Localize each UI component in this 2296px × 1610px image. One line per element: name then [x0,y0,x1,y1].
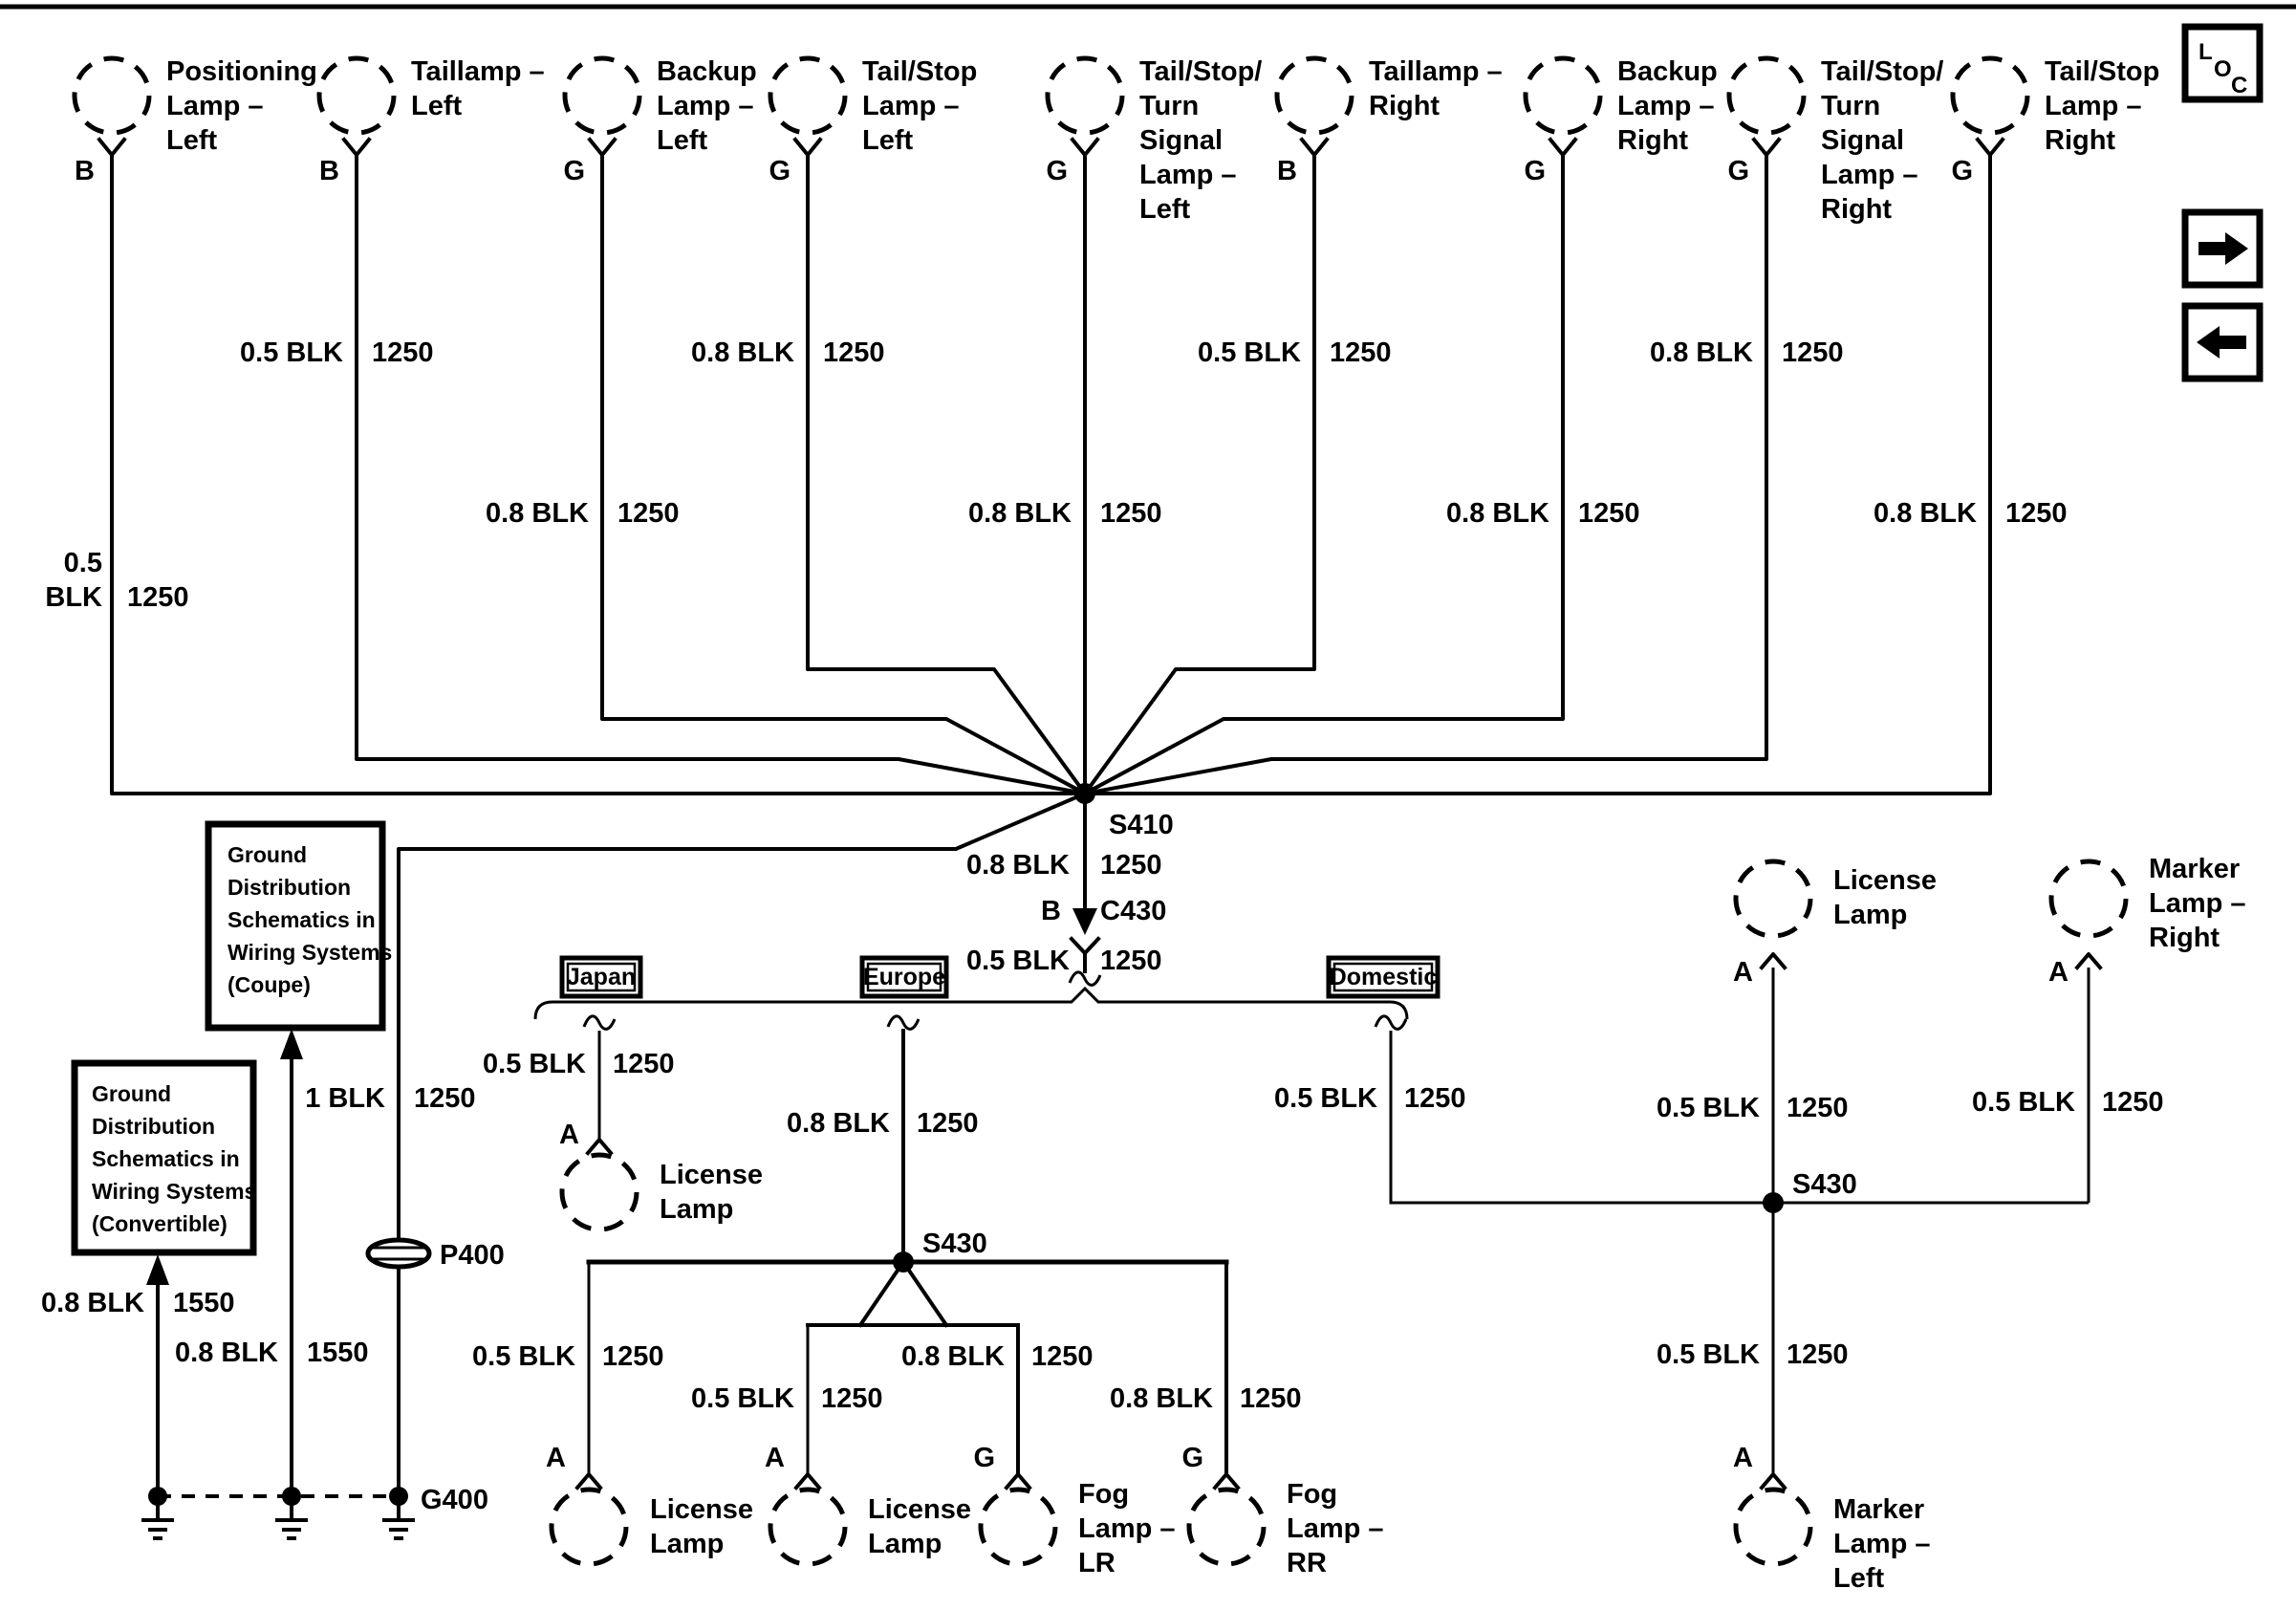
wire-gauge: 0.8 BLK [41,1288,144,1318]
up-arrow-icon [280,1029,303,1059]
wire-circuit: 1250 [602,1341,664,1372]
pin-label: G [1524,156,1546,186]
lamp-arrow-icon [796,1474,819,1488]
marker-lamp-left-icon [1736,1490,1810,1564]
wire-gauge: 0.8 BLK [1446,498,1549,529]
lamp-label: RR [1287,1548,1327,1578]
loc-letter-l: L [2199,39,2213,65]
pin-label: G [1727,156,1749,186]
lamp-arrow-icon [1762,954,1785,968]
wire-gauge: 0.8 BLK [1874,498,1977,529]
pin-label: G [1951,156,1973,186]
marker-lamp-right-icon [2051,861,2126,936]
lamp-arrow-icon [1007,1474,1029,1488]
wire-tail-stop-lamp-left [808,155,1085,794]
splice-label: S430 [922,1229,987,1259]
connector-label: Left [657,125,708,156]
fog-lamp-rr-icon [1189,1490,1264,1564]
wire-gauge: BLK [45,582,102,613]
connector-v-1 [99,140,124,155]
wire-gauge: 0.5 BLK [966,946,1070,976]
lamp-label: License [650,1494,753,1525]
nav-controls [2185,27,2260,379]
wire-gauge: 1 BLK [305,1083,385,1114]
ground-symbol-icon [277,1506,306,1538]
wire-circuit: 1250 [414,1083,476,1114]
wire-gauge: 0.8 BLK [1110,1383,1213,1414]
up-arrow-icon [146,1254,169,1285]
g400-dot [148,1487,167,1506]
license-lamp-1-icon [552,1490,626,1564]
reference-text: Distribution [227,875,352,900]
wire-backup-lamp-left [602,155,1085,794]
connector-label: Right [1369,91,1440,121]
connector-tail-stop-lamp-right-icon [1953,58,2027,133]
license-lamp-right-icon [1736,861,1810,936]
lamp-label: Lamp [660,1194,734,1225]
reference-text: Schematics in [92,1146,240,1171]
splice-label: S410 [1109,810,1174,840]
wire-gauge: 0.8 BLK [175,1338,278,1368]
lamp-label: Right [2149,923,2220,953]
connector-tail-stop-lamp-left-icon [770,58,845,133]
lamp-label: Lamp [868,1529,942,1559]
pin-label: A [2048,957,2069,988]
wire-circuit: 1250 [1330,337,1392,368]
reference-text: Ground [92,1081,172,1106]
pin-label: A [1733,957,1753,988]
connector-label: Lamp – [1139,160,1237,190]
wire-gauge: 0.8 BLK [787,1108,890,1139]
lamp-label: Left [1833,1563,1885,1594]
wire-circuit: 1250 [613,1049,675,1079]
wire-circuit: 1250 [1100,850,1162,881]
reference-text: Schematics in [227,907,376,932]
pin-label: G [1181,1443,1203,1473]
connector-label: Right [1617,125,1689,156]
wire-squiggle [1070,972,1100,986]
wire-tail-stop-lamp-right [1094,155,1990,794]
wire-gauge: 0.8 BLK [1650,337,1753,368]
connector-v-8 [1754,140,1779,155]
connector-label: Left [166,125,218,156]
connector-v-7 [1550,140,1575,155]
pin-label: A [1733,1443,1753,1473]
connector-label: Taillamp – [1369,56,1503,87]
p400-grommet-icon [368,1240,429,1267]
connector-label: Backup [1617,56,1718,87]
g400-dot [282,1487,301,1506]
wire-gauge: 0.5 BLK [1657,1339,1760,1370]
connector-label: Lamp – [657,91,754,121]
wire-circuit: 1550 [173,1288,235,1318]
wire-gauge: 0.8 BLK [901,1341,1005,1372]
loc-letter-c: C [2231,73,2248,98]
wire-circuit: 1250 [372,337,434,368]
wire-gauge: 0.5 BLK [1198,337,1301,368]
wire-gauge: 0.8 BLK [966,850,1070,881]
wire-gauge: 0.8 BLK [486,498,589,529]
connector-label: Left [862,125,914,156]
connector-label: Left [411,91,463,121]
connector-label: Left [1139,194,1191,225]
top-wire-labels [45,337,2067,613]
wire-tail-stop-turn-right [1085,155,1766,794]
wires-to-s410 [112,155,1990,794]
wire-circuit: 1250 [1404,1083,1466,1114]
connector-taillamp-left-icon [319,58,394,133]
pin-label: A [559,1120,579,1150]
connector-label: Right [2045,125,2116,156]
connector-label: Signal [1139,125,1224,156]
connector-tail-stop-turn-left-icon [1048,58,1122,133]
lamp-label: Marker [2149,854,2241,884]
connector-label: Taillamp – [411,56,545,87]
japan-branch [483,1031,763,1229]
pin-label: G [563,156,585,186]
option-label: Europe [862,964,946,990]
connector-label: Turn [1139,91,1200,121]
connector-label: Right [1821,194,1893,225]
lamp-arrow-icon [588,1140,611,1153]
lamp-label: Fog [1287,1479,1338,1510]
connector-label: Tail/Stop [2045,56,2160,87]
c430-arrow-icon [1072,908,1097,935]
wire-circuit: 1250 [1787,1339,1849,1370]
lamp-label: LR [1078,1548,1116,1578]
wire-positioning-lamp-left [112,155,1075,794]
lamp-arrow-icon [2077,954,2100,968]
connector-taillamp-right-icon [1277,58,1352,133]
wire-gauge: 0.5 BLK [483,1049,586,1079]
wire-circuit: 1250 [1578,498,1640,529]
wire-gauge: 0.5 BLK [1972,1087,2075,1118]
grommet-label: P400 [440,1240,505,1271]
wire-circuit: 1250 [617,498,680,529]
loc-letter-o: O [2214,56,2232,82]
connector-v-4 [795,140,820,155]
pin-label: B [1277,156,1297,186]
connector-label: Backup [657,56,757,87]
left-ground-section [41,794,1085,1538]
connector-label: Lamp – [1617,91,1715,121]
wire-circuit: 1550 [307,1338,369,1368]
reference-text: Wiring Systems [92,1179,257,1204]
pin-label: G [973,1443,995,1473]
connector-label: Signal [1821,125,1905,156]
fog-lamp-lr-icon [981,1490,1055,1564]
top-connectors [75,56,2159,225]
option-bracket [535,989,1407,1019]
reference-text: Ground [227,842,308,867]
pin-label: G [1046,156,1068,186]
reference-text: Wiring Systems [227,940,393,965]
lamp-label: License [660,1160,763,1190]
wire-taillamp-right [1085,155,1314,794]
lamp-label: Lamp – [1833,1529,1931,1559]
connector-label: Positioning [166,56,317,87]
connector-backup-lamp-left-icon [565,58,639,133]
connector-v-5 [1072,140,1097,155]
wire-circuit: 1250 [821,1383,883,1414]
pin-label: G [769,156,791,186]
option-label: Domestic [1329,964,1438,990]
wire-gauge: 0.8 BLK [968,498,1072,529]
lamp-label: Marker [1833,1494,1925,1525]
wire-gauge: 0.5 BLK [240,337,343,368]
pin-label: B [319,156,339,186]
connector-v-9 [1978,140,2003,155]
option-label: Japan [566,964,637,990]
lamp-label: Lamp [650,1529,725,1559]
wire-circuit: 1250 [1100,946,1162,976]
wire-circuit: 1250 [917,1108,979,1139]
connector-label: Tail/Stop/ [1139,56,1263,87]
wire-gauge: 0.5 BLK [472,1341,575,1372]
connector-label: Tail/Stop/ [1821,56,1944,87]
lamp-label: Fog [1078,1479,1130,1510]
splice-label: S430 [1792,1169,1857,1200]
lamp-label: Lamp – [1078,1513,1176,1544]
license-lamp-2-icon [770,1490,845,1564]
lamp-label: Lamp – [2149,888,2246,919]
pin-label: A [546,1443,566,1473]
connector-v-2 [344,140,369,155]
wire-taillamp-left [357,155,1085,794]
wire-gauge: 0.5 [63,548,102,578]
wire-gauge: 0.5 BLK [691,1383,794,1414]
s410-section [966,783,1174,985]
lamp-arrow-icon [1762,1474,1785,1488]
s430-trapezoid [808,1262,1018,1325]
lamp-label: Lamp – [1287,1513,1384,1544]
wire-gauge: 0.5 BLK [1657,1093,1760,1123]
wire-circuit: 1250 [1782,337,1844,368]
connector-label: C430 [1100,896,1167,926]
g400-dot [389,1487,408,1506]
license-lamp-japan-icon [562,1155,637,1229]
reference-text: Distribution [92,1114,216,1139]
lamp-arrow-icon [577,1474,600,1488]
pin-label: A [765,1443,785,1473]
connector-positioning-lamp-left-icon [75,58,149,133]
connector-label: Lamp – [166,91,264,121]
connector-label: Turn [1821,91,1881,121]
ground-label: G400 [421,1485,488,1515]
connector-tail-stop-turn-right-icon [1729,58,1804,133]
reference-text: (Coupe) [227,972,311,997]
europe-branch [472,1031,1384,1578]
connector-label: Lamp – [2045,91,2142,121]
wire-squiggle [1375,1016,1406,1030]
wire-circuit: 1250 [1100,498,1162,529]
wire-squiggle [584,1016,615,1030]
lamp-label: License [1833,865,1937,896]
wire-gauge: 0.8 BLK [691,337,794,368]
c430-socket-icon [1072,939,1098,953]
ground-symbol-icon [384,1506,413,1538]
pin-label: B [75,156,95,186]
wire-squiggle [888,1016,919,1030]
lamp-label: Lamp [1833,900,1908,930]
wire-circuit: 1250 [823,337,885,368]
connector-backup-lamp-right-icon [1526,58,1600,133]
wire-gauge: 0.5 BLK [1274,1083,1377,1114]
lamp-arrow-icon [1215,1474,1238,1488]
connector-label: Lamp – [1821,160,1918,190]
connector-v-6 [1302,140,1327,155]
wire-circuit: 1250 [1240,1383,1302,1414]
wire-circuit: 1250 [127,582,189,613]
connector-label: Lamp – [862,91,960,121]
reference-text: (Convertible) [92,1211,227,1236]
ground-symbol-icon [143,1506,172,1538]
wire-circuit: 1250 [1787,1093,1849,1123]
pin-label: B [1041,896,1061,926]
wire-circuit: 1250 [1031,1341,1094,1372]
wire-circuit: 1250 [2102,1087,2164,1118]
connector-label: Tail/Stop [862,56,978,87]
connector-v-3 [590,140,615,155]
lamp-label: License [868,1494,971,1525]
wire-circuit: 1250 [2005,498,2068,529]
